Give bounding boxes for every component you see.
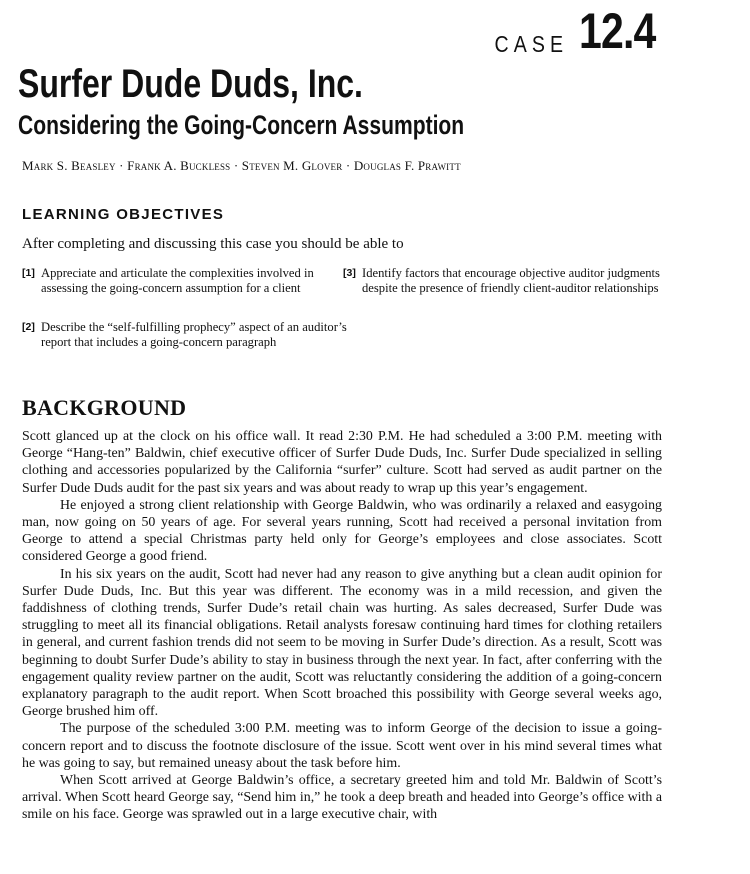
objective-number: [1] — [22, 267, 35, 279]
objective-item-3 — [343, 266, 683, 296]
paragraph-5: When Scott arrived at George Baldwin’s office, a secretary greeted him and told Mr. Baldwin of Scott’s arrival. When Scott heard George say, “Send him in,” he took a deep breath and headed into George’s office with a smile on his face. George was sprawled out in a large executive chair, with — [22, 773, 662, 823]
learning-objectives-heading: LEARNING OBJECTIVES — [22, 206, 225, 223]
paragraph-2: He enjoyed a strong client relationship with George Baldwin, who was ordinarily a relaxed and easygoing man, now going on 50 years of age. For several years running, Scott had received a personal invitation from George to attend a special Christmas party held only for George’s employees and close associates. Scott considered George a good friend. — [22, 497, 662, 565]
case-subtitle: Considering the Going-Concern Assumption — [18, 110, 465, 140]
learning-objectives-intro: After completing and discussing this case you should be able to — [22, 236, 404, 252]
background-body — [22, 428, 662, 824]
case-title: Surfer Dude Duds, Inc. — [18, 62, 363, 106]
objective-number: [2] — [22, 321, 35, 333]
objective-item-2 — [22, 320, 352, 350]
case-number: 12.4 — [578, 3, 656, 59]
objective-number: [3] — [343, 267, 356, 279]
paragraph-3: In his six years on the audit, Scott had never had any reason to give anything but a clean audit opinion for Surfer Dude Duds, Inc. But this year was different. The economy was in a mild recession, and given the faddishness of clothing trends, Surfer Dude’s retail chain was hurting. As sales decreased, Surfer Dude was struggling to meet all its financial obligations. Retail analysts foresaw continuing hard times for clothing retailers in general, and current fashion trends did not seem to be moving in Surfer Dude’s direction. As a result, Scott was beginning to doubt Surfer Dude’s ability to stay in business through the next year. In fact, after conferring with the engagement quality review partner on the audit, Scott was reluctantly considering the addition of a going-concern explanatory paragraph to the audit report. When Scott broached this possibility with George several weeks ago, George brushed him off. — [22, 566, 662, 720]
case-number-label — [488, 3, 672, 59]
case-word: CASE — [494, 31, 568, 57]
background-heading: BACKGROUND — [22, 395, 187, 420]
objective-text: Identify factors that encourage objective auditor judgments despite the presence of friendly client-auditor relationships — [362, 266, 660, 296]
paragraph-4: The purpose of the scheduled 3:00 P.M. meeting was to inform George of the decision to issue a going-concern report and to discuss the footnote disclosure of the issue. Scott went over in his mind several times what he was going to say, but remained uneasy about the task before him. — [22, 721, 662, 771]
objective-text: Appreciate and articulate the complexities involved in assessing the going-concern assumption for a client — [41, 266, 314, 296]
objective-item-1 — [22, 266, 352, 296]
paragraph-1: Scott glanced up at the clock on his office wall. It read 2:30 P.M. He had scheduled a 3:00 P.M. meeting with George “Hang-ten” Baldwin, chief executive officer of Surfer Dude Duds, Inc. Surfer Dude specialized in selling clothing and accessories popularized by the California “surfer” culture. Scott had served as audit partner on the Surfer Dude Duds audit for the past six years and was about ready to wrap up this year’s engagement. — [22, 429, 662, 496]
objective-text: Describe the “self-fulfilling prophecy” aspect of an auditor’s report that includes a going-concern paragraph — [41, 320, 347, 350]
authors-line: Mark S. Beasley · Frank A. Buckless · Steven M. Glover · Douglas F. Prawitt — [22, 158, 461, 173]
